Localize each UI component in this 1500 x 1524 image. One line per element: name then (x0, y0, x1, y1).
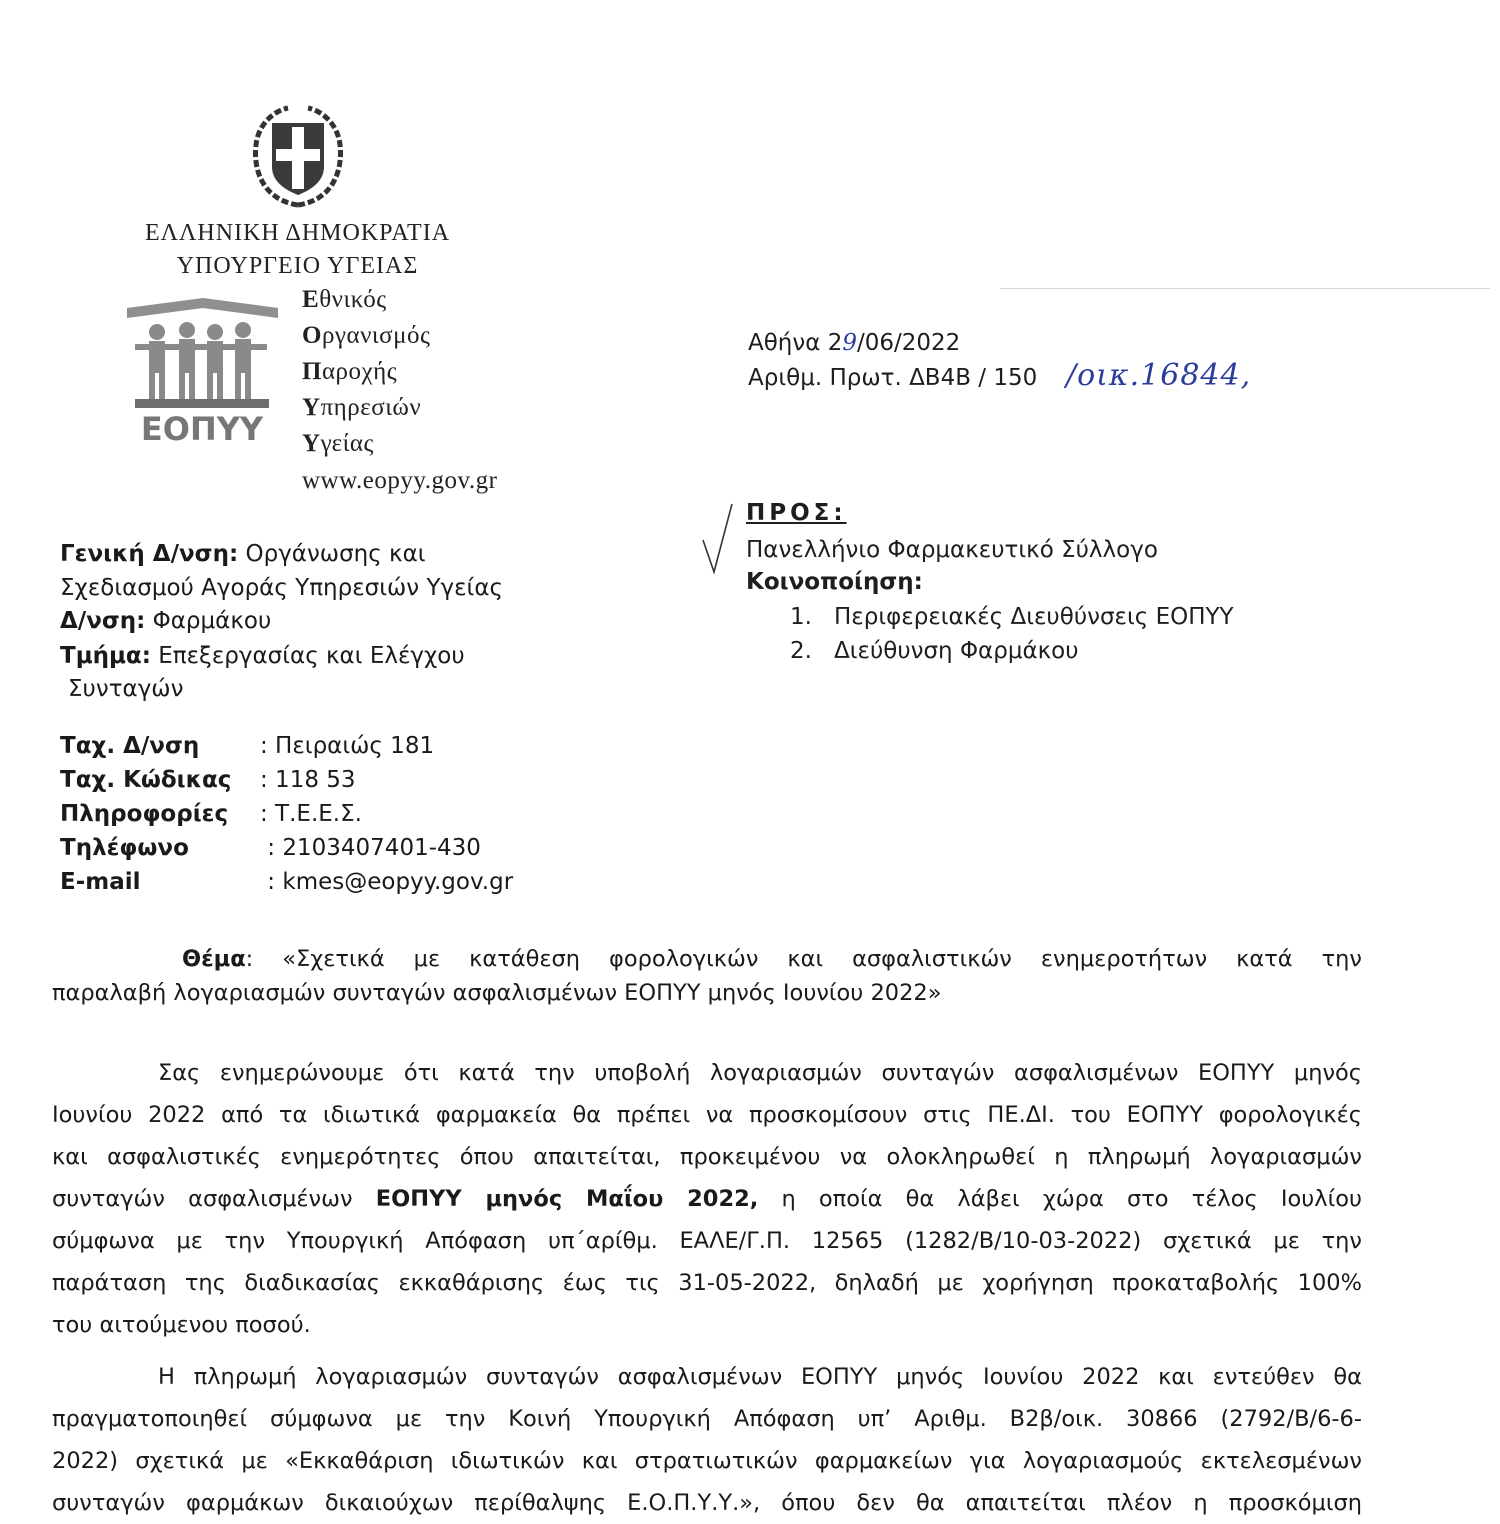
org-name-line-3: Παροχής (302, 358, 398, 385)
greek-coat-of-arms-icon (248, 105, 348, 210)
cc-item: 1. Περιφερειακές Διευθύνσεις ΕΟΠΥΥ (790, 604, 1234, 630)
eopyy-logo-icon (125, 296, 280, 446)
contact-phone: Τηλέφωνο : 2103407401-430 (60, 835, 481, 861)
website-link[interactable]: www.eopyy.gov.gr (302, 467, 498, 494)
general-directorate: Γενική Δ/νση: Οργάνωσης και (60, 541, 426, 567)
svg-text:ΕΟΠΥΥ: ΕΟΠΥΥ (140, 410, 264, 446)
contact-postcode: Ταχ. Κώδικας : 118 53 (60, 767, 356, 793)
org-name-line-4: Υπηρεσιών (302, 394, 422, 421)
country-name: ΕΛΛΗΝΙΚΗ ΔΗΜΟΚΡΑΤΙΑ (144, 220, 451, 246)
contact-address: Ταχ. Δ/νση : Πειραιώς 181 (60, 733, 435, 759)
protocol-number: Αριθμ. Πρωτ. ΔΒ4Β / 150 (748, 365, 1038, 391)
org-name-line-2: Οργανισμός (302, 322, 431, 349)
ministry-name: ΥΠΟΥΡΓΕΙΟ ΥΓΕΙΑΣ (176, 253, 419, 279)
subject: Θέμα: «Σχετικά με κατάθεση φορολογικών και ασφαλιστικών ενημεροτήτων κατά την παραλαβή λογαριασμών συνταγών ασφαλισμένων ΕΟΠΥΥ μηνός Ιουνίου 2022» (52, 946, 1362, 1006)
department: Τμήμα: Επεξεργασίας και Ελέγχου (60, 643, 465, 669)
department-cont: Συνταγών (68, 676, 184, 702)
checkmark-icon (700, 500, 735, 580)
divider-line (1000, 288, 1490, 289)
cc-item: 2. Διεύθυνση Φαρμάκου (790, 638, 1079, 664)
date-line: Αθήνα 29/06/2022 (748, 330, 961, 356)
recipient: Πανελλήνιο Φαρμακευτικό Σύλλογο (746, 537, 1158, 563)
directorate: Δ/νση: Φαρμάκου (60, 608, 272, 634)
cc-label: Κοινοποίηση: (746, 569, 923, 595)
to-label: ΠΡΟΣ: (746, 500, 847, 526)
body-paragraph-2: Η πληρωμή λογαριασμών συνταγών ασφαλισμένων ΕΟΠΥΥ μηνός Ιουνίου 2022 και εντεύθεν θα πραγματοποιηθεί σύμφωνα με την Κοινή Υπουργική Απόφαση υπ’ Αριθμ. Β2β/οικ. 30866 (2792/Β/6-6- 2022) σχετικά με «Εκκαθάριση ιδιωτικών και στρατιωτικών φαρμακείων για λογαριασμούς εκτελεσμένων συνταγών φαρμάκων δικαιούχων περίθαλψης Ε.Ο.Π.Υ.Υ.», όπου δεν θα απαιτείται πλέον η προσκόμιση (52, 1364, 1362, 1516)
handwritten-protocol-number: /οικ.16844, (1066, 358, 1252, 393)
body-paragraph-1: Σας ενημερώνουμε ότι κατά την υποβολή λογαριασμών συνταγών ασφαλισμένων ΕΟΠΥΥ μηνός Ιουνίου 2022 από τα ιδιωτικά φαρμακεία θα πρέπει να προσκομίσουν στις ΠΕ.ΔΙ. του ΕΟΠΥΥ φορολογικές και ασφαλιστικές ενημερότητες όπου απαιτείται, προκειμένου να ολοκληρωθεί η πληρωμή λογαριασμών συνταγών ασφαλισμένων ΕΟΠΥΥ μηνός Μαΐου 2022, η οποία θα λάβει χώρα στο τέλος Ιουλίου σύμφωνα με την Υπουργική Απόφαση υπ΄αρίθμ. ΕΑΛΕ/Γ.Π. 12565 (1282/Β/10-03-2022) σχετικά με την παράταση της διαδικασίας εκκαθάρισης έως τις 31-05-2022, δηλαδή με χορήγηση προκαταβολής 100% του αιτούμενου ποσού. (52, 1060, 1362, 1338)
org-name-line-5: Υγείας (302, 430, 374, 457)
contact-email: E-mail : kmes@eopyy.gov.gr (60, 869, 514, 895)
general-directorate-cont: Σχεδιασμού Αγοράς Υπηρεσιών Υγείας (60, 575, 503, 601)
org-name-line-1: Εθνικός (302, 286, 387, 313)
contact-info: Πληροφορίες : Τ.Ε.Ε.Σ. (60, 801, 362, 827)
